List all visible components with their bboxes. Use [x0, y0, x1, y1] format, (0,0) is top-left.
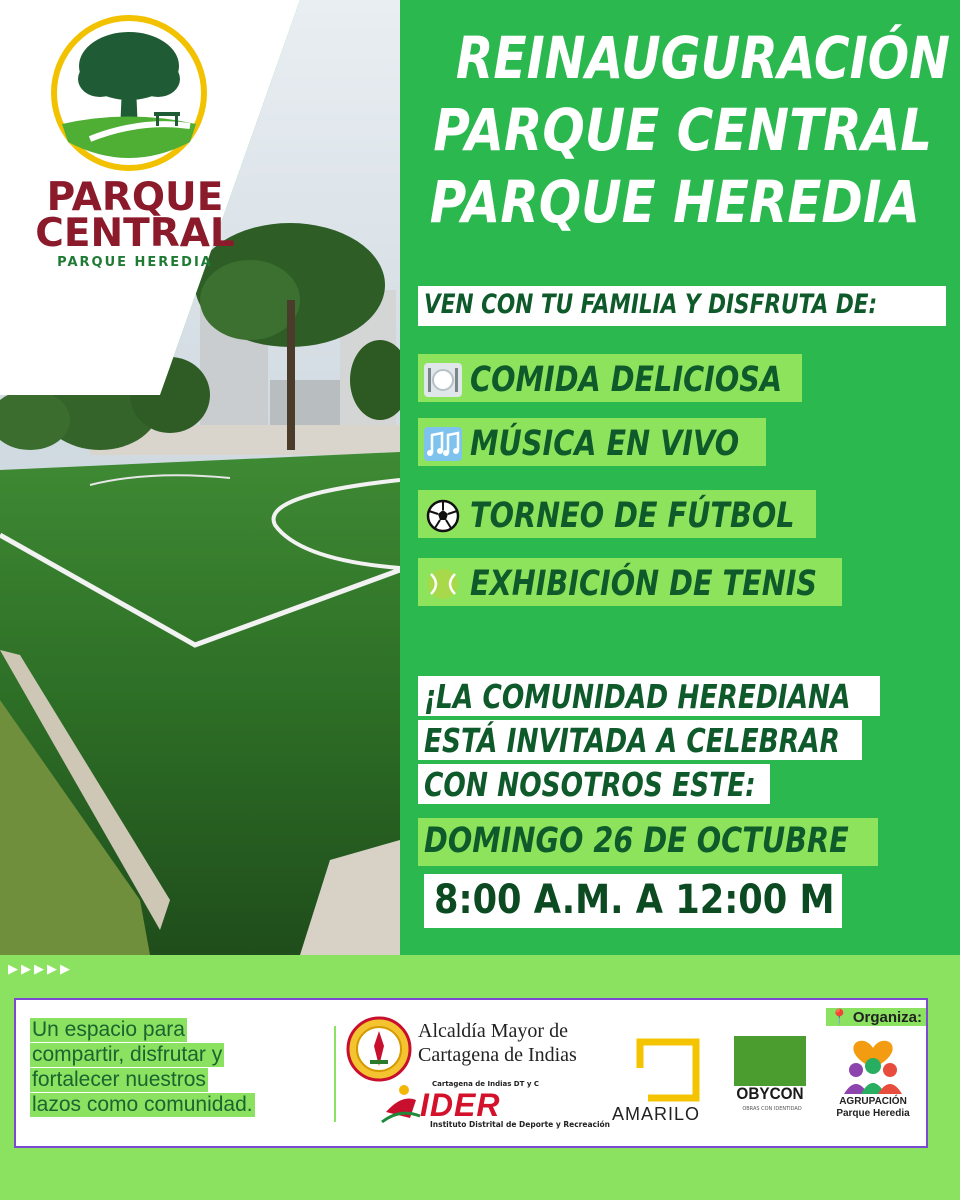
- community-text: CON NOSOTROS ESTE:: [424, 765, 756, 804]
- event-date: [418, 818, 878, 866]
- community-text: ESTÁ INVITADA A CELEBRAR: [424, 721, 840, 760]
- community-line: [418, 764, 770, 804]
- amarilo-wordmark: AMARILO: [612, 1104, 701, 1124]
- ider-top-text: Cartagena de Indias DT y C: [432, 1080, 539, 1088]
- parque-central-logo: [20, 12, 235, 270]
- agrupacion-logo-mark: [836, 1034, 910, 1096]
- footer-divider: [334, 1026, 336, 1122]
- title-line-1: REINAUGURACIÓN: [455, 24, 950, 92]
- activity-label: TORNEO DE FÚTBOL: [470, 495, 795, 536]
- sponsors-box: [14, 998, 928, 1148]
- activity-item: [418, 558, 842, 606]
- event-title: [280, 22, 950, 238]
- activity-item: [418, 418, 766, 466]
- obycon-subtitle: OBRAS CON IDENTIDAD: [742, 1106, 802, 1112]
- title-line-3: PARQUE HEREDIA: [429, 168, 920, 236]
- obycon-logo-mark: [734, 1036, 806, 1086]
- tree-bench-emblem-icon: [50, 14, 208, 172]
- activity-label: COMIDA DELICIOSA: [470, 359, 783, 400]
- logo-line-1: PARQUE: [46, 175, 224, 220]
- obycon-wordmark: OBYCON: [736, 1084, 804, 1103]
- ider-subtitle: Instituto Distrital de Deporte y Recreación: [430, 1120, 611, 1129]
- invite-heading-text: VEN CON TU FAMILIA Y DISFRUTA DE:: [424, 289, 878, 320]
- amarilo-logo-mark: [636, 1038, 700, 1102]
- soccer-ball-icon: [424, 499, 462, 533]
- fork-knife-plate-icon: [424, 363, 462, 397]
- cartagena-seal-logo: [346, 1016, 412, 1082]
- tennis-ball-icon: [424, 567, 462, 601]
- slogan-line: fortalecer nuestros: [32, 1068, 206, 1091]
- organiza-label: 📍 Organiza:: [826, 1008, 926, 1026]
- event-time: [424, 874, 842, 928]
- alcaldia-line-2: Cartagena de Indias: [418, 1044, 577, 1066]
- activity-label: EXHIBICIÓN DE TENIS: [470, 563, 818, 604]
- title-line-2: PARQUE CENTRAL: [433, 96, 932, 164]
- community-line: [418, 676, 880, 716]
- slogan-line: lazos como comunidad.: [32, 1093, 253, 1116]
- slogan: [30, 1018, 330, 1118]
- community-text: ¡LA COMUNIDAD HEREDIANA: [424, 677, 851, 716]
- agrupacion-line-2: Parque Heredia: [836, 1108, 910, 1119]
- logo-line-2: CENTRAL: [35, 211, 235, 256]
- event-date-text: DOMINGO 26 DE OCTUBRE: [424, 821, 849, 861]
- activity-item: [418, 354, 802, 402]
- arrows-decoration: ▶▶▶▶▶: [8, 962, 73, 977]
- community-line: [418, 720, 862, 760]
- event-time-text: 8:00 A.M. A 12:00 M: [434, 877, 835, 923]
- alcaldia-line-1: Alcaldía Mayor de: [418, 1020, 568, 1042]
- activity-label: MÚSICA EN VIVO: [470, 423, 740, 464]
- slogan-line: compartir, disfrutar y: [32, 1043, 223, 1066]
- activity-item: [418, 490, 816, 538]
- logo-title: [20, 175, 250, 256]
- invite-heading: [418, 286, 946, 326]
- music-notes-icon: [424, 427, 462, 461]
- ider-wordmark: IDER: [420, 1087, 501, 1123]
- slogan-line: Un espacio para: [32, 1018, 185, 1041]
- agrupacion-line-1: AGRUPACIÓN: [839, 1096, 907, 1107]
- logo-subtitle: PARQUE HEREDIA: [57, 255, 213, 270]
